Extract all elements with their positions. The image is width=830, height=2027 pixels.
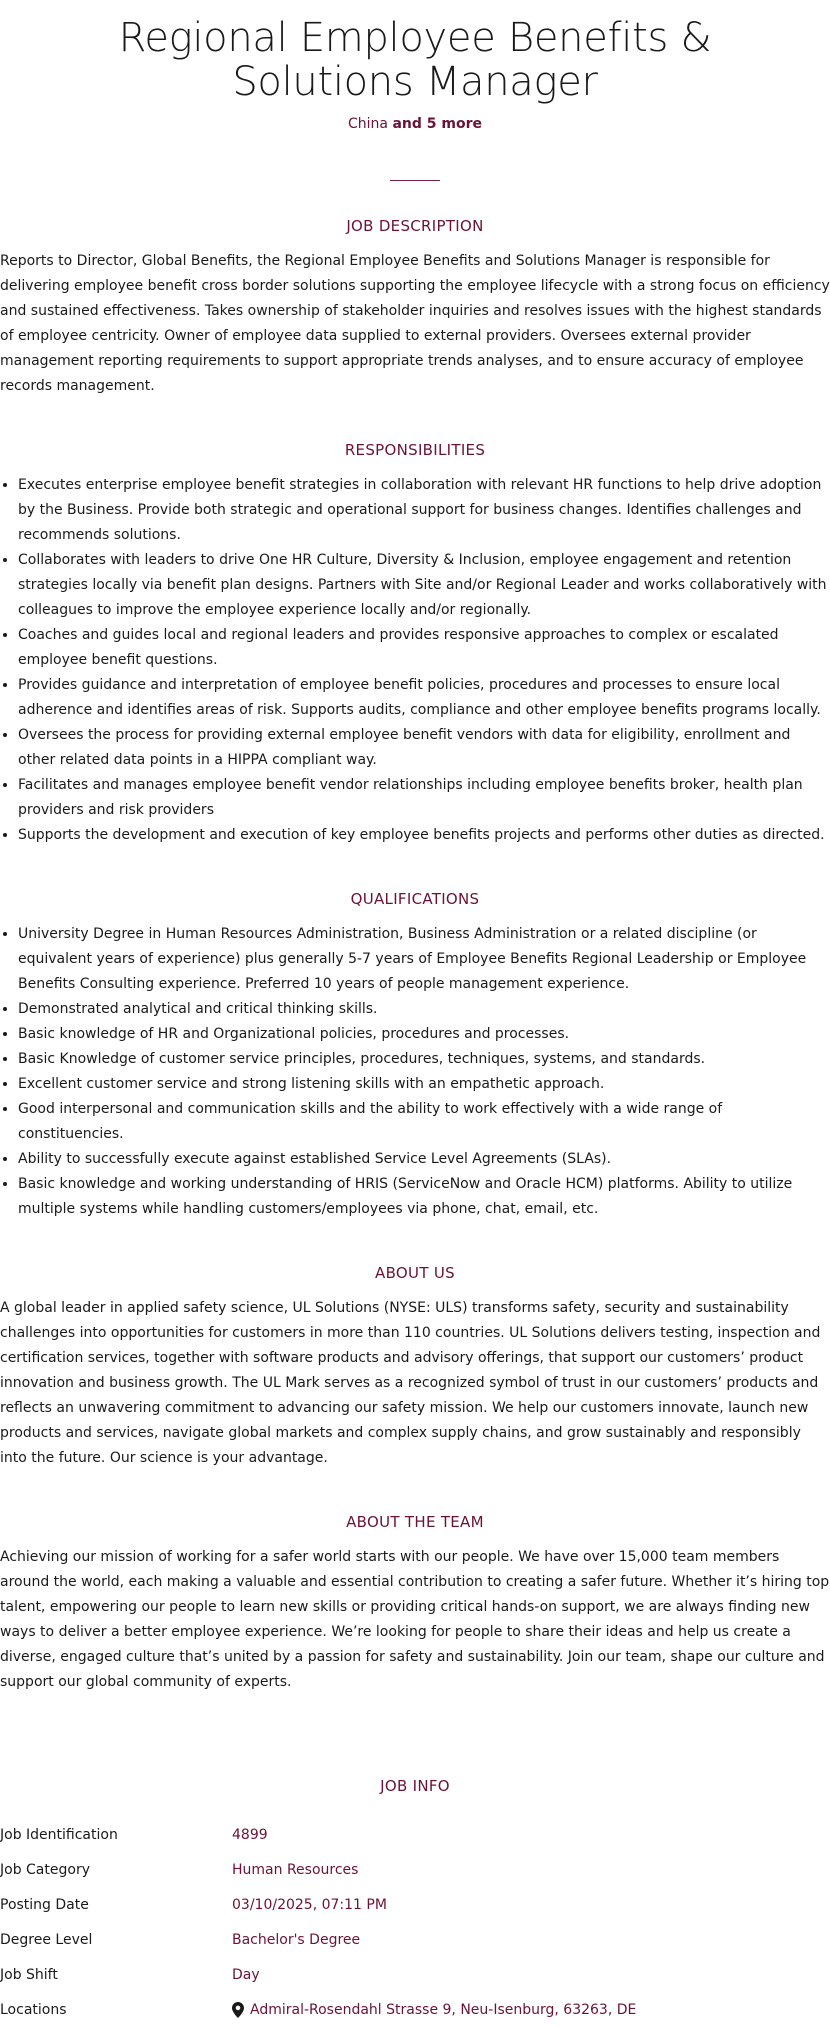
qualifications-heading: QUALIFICATIONS (350, 890, 480, 908)
job-location-link[interactable] (232, 2002, 636, 2018)
about-team-text: Achieving our mission of working for a safer world starts with our people. We have over 15,000 team members around the world, each making a valuable and essential contribution to creating a safer future. Whether it’s hiring top talent, empowering our people to learn new skills or providing critical hands-on support, we are always finding new ways to deliver a better employee experience. We’re looking for people to share their ideas and help us create a diverse, engaged culture that’s united by a passion for safety and sustainability. Join our team, shape our culture and support our global community of experts. (0, 1549, 830, 1690)
job-locations-summary (0, 116, 830, 132)
more-locations-link[interactable]: and 5 more (392, 116, 482, 132)
job-description-text: Reports to Director, Global Benefits, the Regional Employee Benefits and Solutions Manager is responsible for delivering employee benefit cross border solutions supporting the employee lifecycle with a strong focus on efficiency and sustained effectiveness. Takes ownership of stakeholder inquiries and resolves issues with the highest standards of employee centricity. Owner of employee data supplied to external providers. Oversees external provider management reporting requirements to support appropriate trends analyses, and to ensure accuracy of employee records management. (0, 253, 830, 394)
job-info-row-degree-level (0, 1922, 830, 1957)
job-info-label: Locations (0, 2001, 67, 2018)
job-info-value: Day (232, 1966, 260, 1983)
list-item: • Executes enterprise employee benefit strategies in collaboration with relevant HR functions to help drive adoption by the Business. Provide both strategic and operational support for business changes. Identifies challenges and recommends solutions. (18, 473, 830, 548)
list-item: • Ability to successfully execute against established Service Level Agreements (SLAs). (18, 1147, 830, 1172)
job-info-label: Job Shift (0, 1966, 58, 1983)
job-location-text: Admiral-Rosendahl Strasse 9, Neu-Isenburg, 63263, DE (250, 2001, 637, 2018)
job-info-heading: JOB INFO (380, 1777, 450, 1795)
about-us-text: A global leader in applied safety science, UL Solutions (NYSE: ULS) transforms safety, security and sustainability challenges into opportunities for customers in more than 110 countries. UL Solutions delivers testing, inspection and certification services, together with software products and advisory offerings, that support our customers’ product innovation and business growth. The UL Mark serves as a recognized symbol of trust in our customers’ products and reflects an unwavering commitment to advancing our safety mission. We help our customers innovate, launch new products and services, navigate global markets and complex supply chains, and grow sustainably and responsibly into the future. Our science is your advantage. (0, 1300, 821, 1466)
job-info-row-category (0, 1852, 830, 1887)
job-info-value: Human Resources (232, 1861, 359, 1878)
about-us-heading: ABOUT US (375, 1264, 455, 1282)
list-item: • Basic knowledge of HR and Organizational policies, procedures and processes. (18, 1022, 830, 1047)
job-info-row-posting-date (0, 1887, 830, 1922)
list-item: • Basic knowledge and working understanding of HRIS (ServiceNow and Oracle HCM) platforms. Ability to utilize multiple systems while handling customers/employees via phone, chat, email, etc. (18, 1172, 830, 1222)
list-item: • Facilitates and manages employee benefit vendor relationships including employee benefits broker, health plan providers and risk providers (18, 773, 830, 823)
job-info-label: Degree Level (0, 1931, 93, 1948)
job-info-label: Job Identification (0, 1826, 118, 1843)
qualifications-list (0, 922, 830, 1222)
map-pin-icon (232, 2002, 244, 2018)
job-info-value: 4899 (232, 1826, 268, 1843)
list-item: • Collaborates with leaders to drive One HR Culture, Diversity & Inclusion, employee engagement and retention strategies locally via benefit plan designs. Partners with Site and/or Regional Leader and works collaboratively with colleagues to improve the employee experience locally and/or regionally. (18, 548, 830, 623)
list-item: • Demonstrated analytical and critical thinking skills. (18, 997, 830, 1022)
list-item: • Excellent customer service and strong listening skills with an empathetic approach. (18, 1072, 830, 1097)
job-info-row-identification (0, 1817, 830, 1852)
job-info-row-locations (0, 1992, 830, 2027)
responsibilities-list (0, 473, 830, 848)
list-item: • Basic Knowledge of customer service principles, procedures, techniques, systems, and standards. (18, 1047, 830, 1072)
job-info-label: Job Category (0, 1861, 90, 1878)
list-item: • Provides guidance and interpretation of employee benefit policies, procedures and processes to ensure local adherence and identifies areas of risk. Supports audits, compliance and other employee benefits programs locally. (18, 673, 830, 723)
job-info-value: Bachelor's Degree (232, 1931, 361, 1948)
about-team-heading: ABOUT THE TEAM (346, 1513, 484, 1531)
job-info-value: 03/10/2025, 07:11 PM (232, 1896, 387, 1913)
list-item: • Coaches and guides local and regional leaders and provides responsive approaches to complex or escalated employee benefit questions. (18, 623, 830, 673)
primary-location: China (348, 116, 388, 132)
list-item: • Supports the development and execution of key employee benefits projects and performs other duties as directed. (18, 823, 830, 848)
header-divider (390, 180, 440, 181)
job-info-table (0, 1817, 830, 2027)
list-item: • Oversees the process for providing external employee benefit vendors with data for eligibility, enrollment and other related data points in a HIPPA compliant way. (18, 723, 830, 773)
job-info-label: Posting Date (0, 1896, 89, 1913)
job-detail-page (0, 16, 830, 2027)
list-item: • University Degree in Human Resources Administration, Business Administration or a related discipline (or equivalent years of experience) plus generally 5-7 years of Employee Benefits Regional Leadership or Employee Benefits Consulting experience. Preferred 10 years of people management experience. (18, 922, 830, 997)
job-info-row-shift (0, 1957, 830, 1992)
job-description-heading: JOB DESCRIPTION (346, 217, 484, 235)
page-title: Regional Employee Benefits & Solutions Manager (118, 15, 712, 105)
list-item: • Good interpersonal and communication skills and the ability to work effectively with a wide range of constituencies. (18, 1097, 830, 1147)
responsibilities-heading: RESPONSIBILITIES (344, 441, 486, 459)
